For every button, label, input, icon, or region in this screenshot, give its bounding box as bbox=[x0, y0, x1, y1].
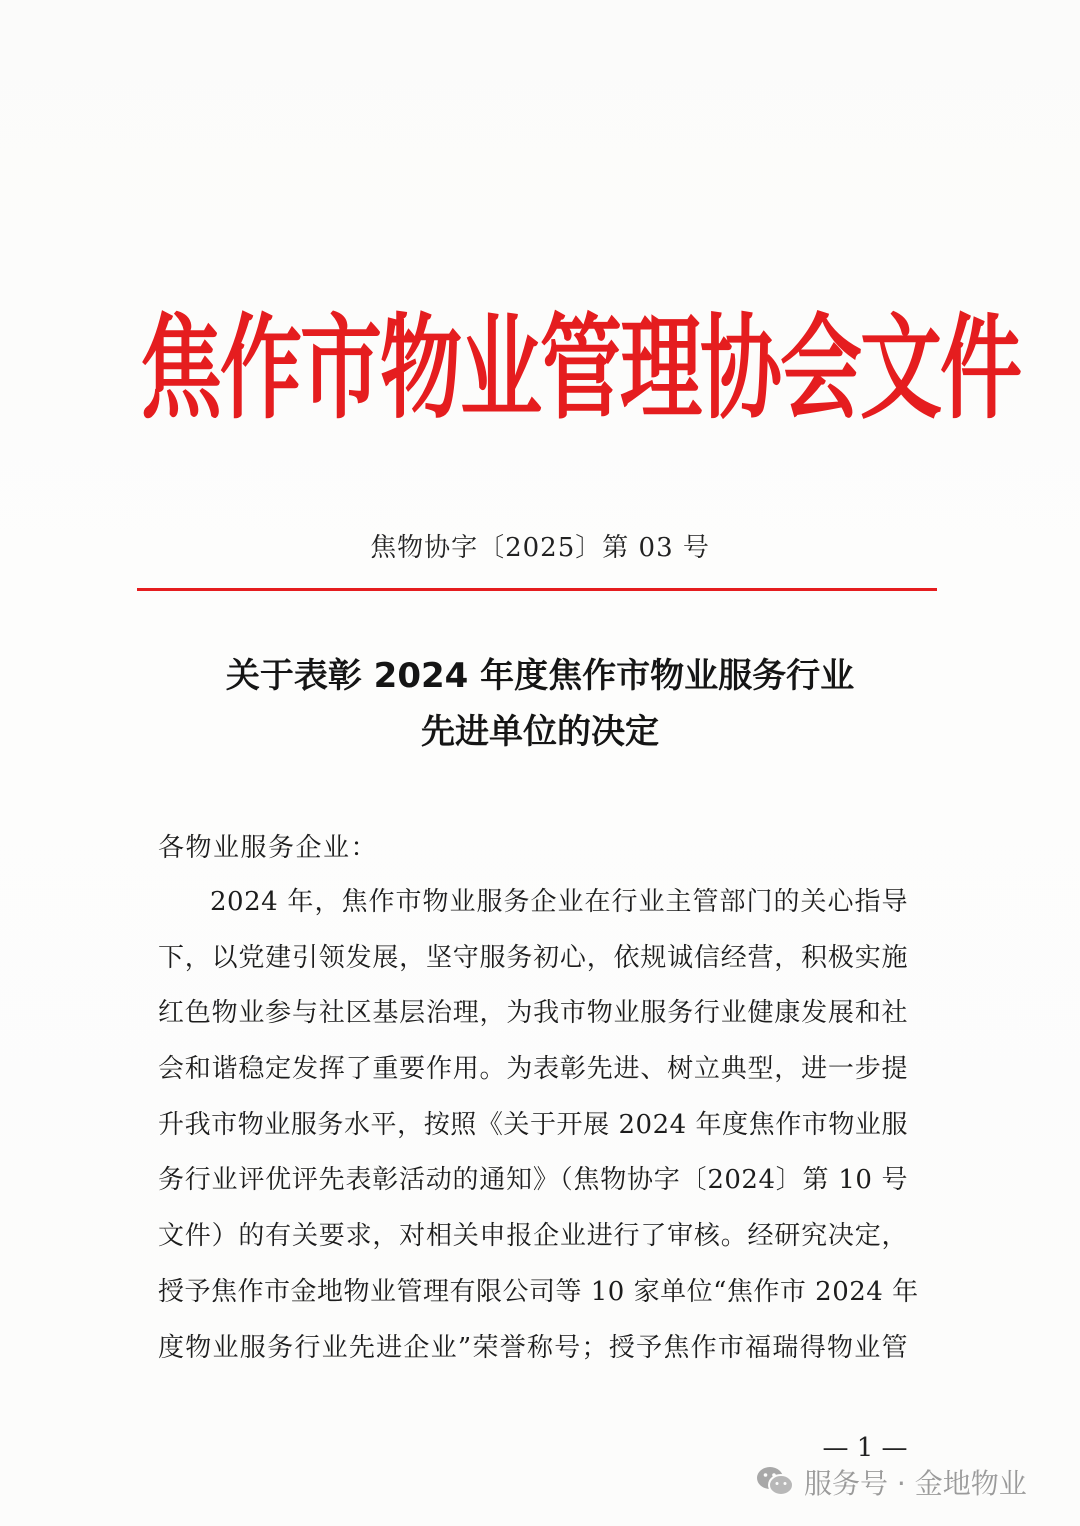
heading-line-2: 先进单位的决定 bbox=[421, 712, 659, 752]
heading-line-1: 关于表彰 2024 年度焦作市物业服务行业 bbox=[225, 656, 855, 696]
doc-number: 焦物协字〔2025〕第 03 号 bbox=[370, 533, 710, 563]
document-heading bbox=[0, 648, 1080, 760]
body-line: 升我市物业服务水平，按照《关于开展 2024 年度焦作市物业服 bbox=[158, 1109, 908, 1140]
red-divider bbox=[137, 588, 937, 591]
body-line: 下，以党建引领发展，坚守服务初心，依规诚信经营，积极实施 bbox=[158, 942, 908, 973]
body-line: 度物业服务行业先进企业”荣誉称号；授予焦作市福瑞得物业管 bbox=[158, 1332, 908, 1363]
salutation: 各物业服务企业： bbox=[158, 833, 379, 863]
wechat-icon bbox=[756, 1465, 794, 1499]
body-line: 务行业评优评先表彰活动的通知》（焦物协字〔2024〕第 10 号 bbox=[158, 1165, 908, 1196]
watermark-text: 服务号 · 金地物业 bbox=[804, 1467, 1027, 1500]
body-line: 文件）的有关要求，对相关申报企业进行了审核。经研究决定， bbox=[158, 1221, 908, 1252]
watermark bbox=[756, 1462, 1027, 1502]
page-number: — 1 — bbox=[822, 1433, 908, 1463]
body-line: 授予焦作市金地物业管理有限公司等 10 家单位“焦作市 2024 年 bbox=[158, 1276, 919, 1307]
org-title: 焦作市物业管理协会文件 bbox=[140, 303, 1021, 435]
body-line: 红色物业参与社区基层治理，为我市物业服务行业健康发展和社 bbox=[158, 998, 908, 1029]
body-text bbox=[158, 880, 919, 1381]
body-line: 2024 年，焦作市物业服务企业在行业主管部门的关心指导 bbox=[210, 887, 908, 917]
body-line: 会和谐稳定发挥了重要作用。为表彰先进、树立典型，进一步提 bbox=[158, 1054, 908, 1085]
